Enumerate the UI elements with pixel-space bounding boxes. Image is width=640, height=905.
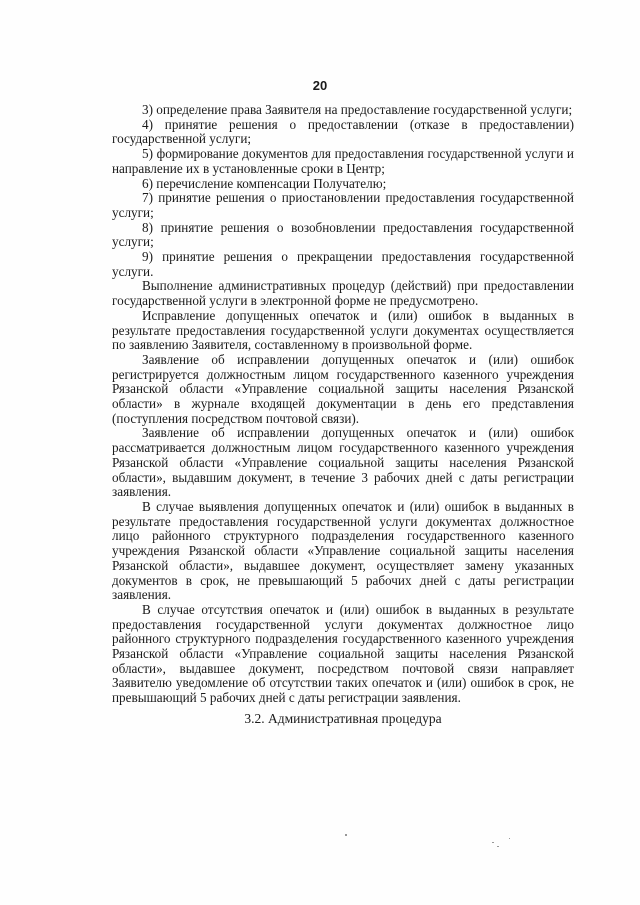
document-body (112, 103, 574, 727)
scan-speck (345, 834, 347, 836)
list-item-5: 5) формирование документов для предоставления государственной услуги и направление их в установленные сроки в Центр; (112, 146, 574, 176)
no-errors-paragraph: В случае отсутствия опечаток и (или) ошибок в выданных в результате предоставления государственной услуги документах должностное лицо районного структурного подразделения государственного казенного учреждения Рязанской области «Управление социальной защиты населения Рязанской области», выдавшее документ, посредством почтовой связи направляет Заявителю уведомление об отсутствии таких опечаток и (или) ошибок в срок, не превышающий 5 рабочих дней с даты регистрации заявления. (112, 601, 574, 706)
list-item-7: 7) принятие решения о приостановлении предоставления государственной услуги; (112, 190, 574, 220)
errors-found-paragraph: В случае выявления допущенных опечаток и (или) ошибок в выданных в результате предоставления государственной услуги документах должностное лицо районного структурного подразделения государственного казенного учреждения Рязанской области «Управление социальной защиты населения Рязанской области», выдавшее документ, осуществляет замену указанных документов в срок, не превышающий 5 рабочих дней с даты регистрации заявления. (112, 498, 574, 603)
list-item-3: 3) определение права Заявителя на предоставление государственной услуги; (142, 102, 573, 117)
scan-speck (492, 842, 494, 843)
scan-speck (497, 846, 499, 847)
page-number: 20 (312, 78, 328, 93)
list-item-4: 4) принятие решения о предоставлении (отказе в предоставлении) государственной услуги; (112, 116, 574, 147)
electronic-form-paragraph: Выполнение административных процедур (действий) при предоставлении государственной услуги в электронной форме не предусмотрено. (112, 278, 574, 309)
list-item-9: 9) принятие решения о прекращении предоставления государственной услуги. (112, 249, 574, 279)
list-item-6: 6) перечисление компенсации Получателю; (142, 175, 387, 191)
correction-paragraph: Исправление допущенных опечаток и (или) ошибок в выданных в результате предоставления государственной услуги документах осуществляется по заявлению Заявителя, составленному в произвольной форме. (112, 307, 574, 353)
list-item-8: 8) принятие решения о возобновлении предоставления государственной услуги; (112, 219, 574, 250)
review-paragraph: Заявление об исправлении допущенных опечаток и (или) ошибок рассматривается должностным лицом государственного казенного учреждения Рязанской области «Управление социальной защиты населения Рязанской области», выдавшим документ, в течение 3 рабочих дней с даты регистрации заявления. (112, 425, 574, 500)
scan-speck (509, 838, 510, 839)
registration-paragraph: Заявление об исправлении допущенных опечаток и (или) ошибок регистрируется должностным лицом государственного казенного учреждения Рязанской области «Управление социальной защиты населения Рязанской области» в журнале входящей документации в день его представления (поступления посредством почтовой связи). (112, 351, 574, 426)
section-heading: 3.2. Административная процедура (244, 710, 442, 726)
